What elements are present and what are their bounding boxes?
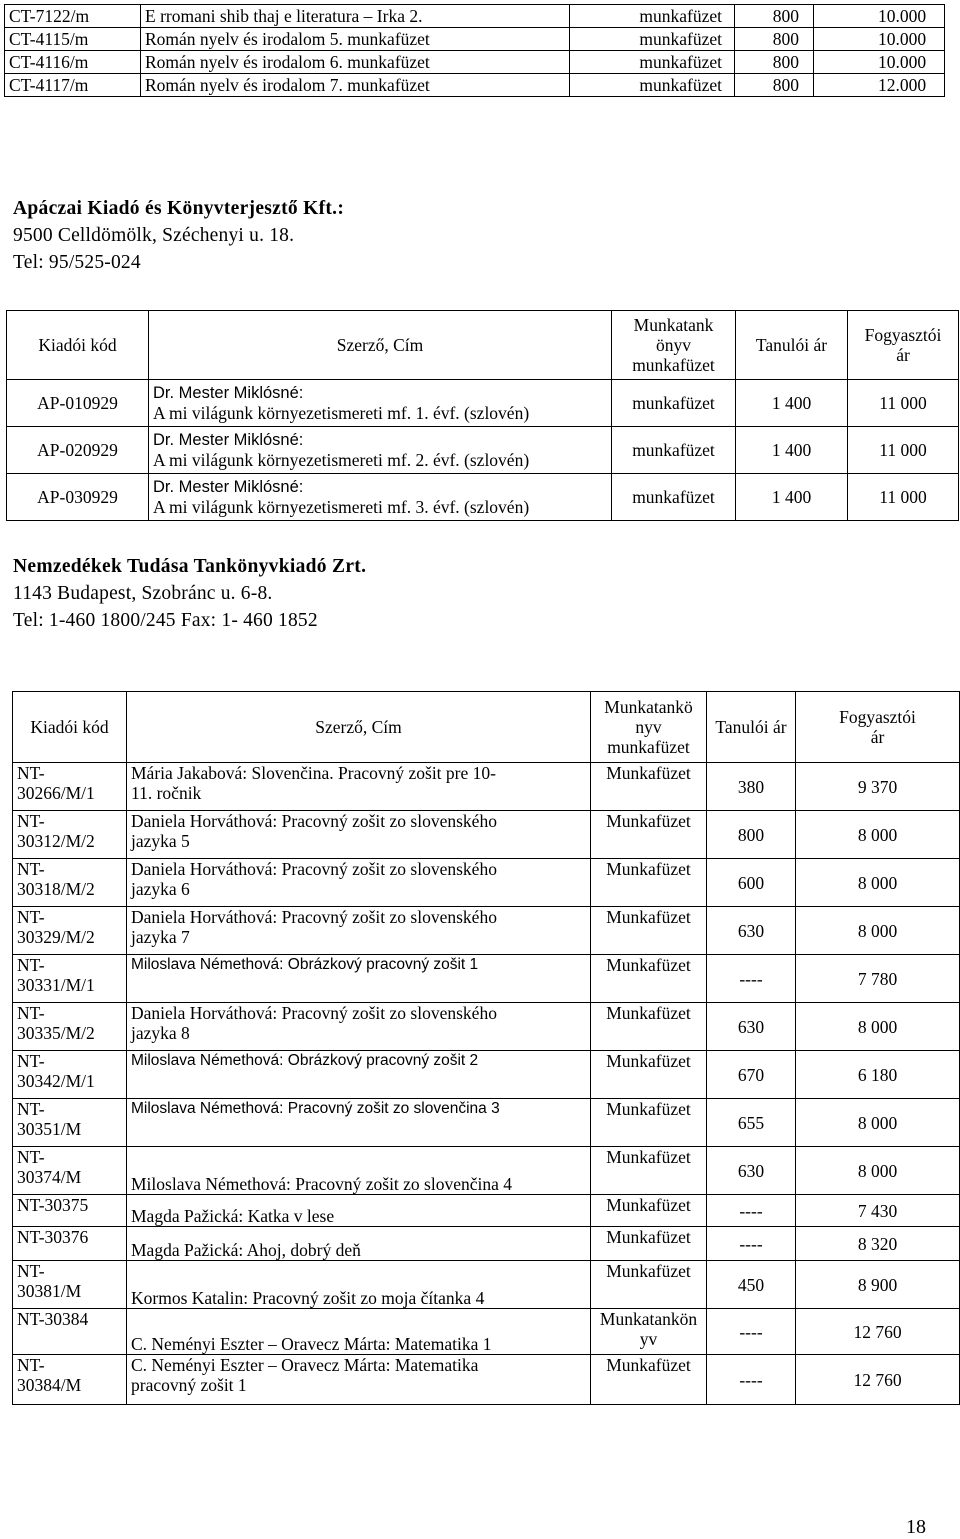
book-title: A mi világunk környezetismereti mf. 2. évf. (szlovén) bbox=[153, 450, 530, 470]
book-author-title bbox=[127, 907, 591, 955]
header-consumer-line2: ár bbox=[870, 727, 885, 747]
student-price: 1 400 bbox=[736, 474, 848, 521]
book-type bbox=[591, 907, 707, 955]
book-title-line1: Magda Pažická: Ahoj, dobrý deň bbox=[131, 1240, 361, 1260]
book-title: A mi világunk környezetismereti mf. 1. évf. (szlovén) bbox=[153, 403, 530, 423]
book-code: CT-4117/m bbox=[5, 74, 141, 97]
top-book-table bbox=[4, 4, 945, 97]
book-author-title bbox=[149, 474, 612, 521]
book-code-line2: 30329/M/2 bbox=[17, 927, 95, 947]
book-code bbox=[13, 1309, 127, 1355]
table-row bbox=[13, 1003, 960, 1051]
book-code-line1: NT- bbox=[17, 811, 45, 831]
table-row bbox=[13, 1261, 960, 1309]
consumer-price: 7 430 bbox=[796, 1195, 960, 1227]
header-type-line2: nyv bbox=[635, 717, 662, 737]
book-title-line2: jazyka 5 bbox=[131, 831, 190, 851]
book-title: Román nyelv és irodalom 5. munkafüzet bbox=[141, 28, 570, 51]
book-title-line2: jazyka 8 bbox=[131, 1023, 190, 1043]
consumer-price: 12 760 bbox=[796, 1309, 960, 1355]
book-type-line1: Munkafüzet bbox=[606, 907, 691, 927]
book-type bbox=[591, 1227, 707, 1261]
book-code bbox=[13, 1261, 127, 1309]
book-code bbox=[13, 1099, 127, 1147]
book-author-title bbox=[127, 1261, 591, 1309]
book-type-line1: Munkafüzet bbox=[606, 1147, 691, 1167]
book-code bbox=[13, 1003, 127, 1051]
book-code bbox=[13, 1355, 127, 1405]
book-code-line1: NT- bbox=[17, 1099, 45, 1119]
book-title-line2: C. Neményi Eszter – Oravecz Márta: Matematika 1 bbox=[131, 1334, 492, 1354]
book-type-line1: Munkafüzet bbox=[606, 955, 691, 975]
book-code bbox=[13, 907, 127, 955]
book-author: Dr. Mester Miklósné: bbox=[153, 384, 304, 402]
consumer-price: 8 000 bbox=[796, 907, 960, 955]
book-code-line1: NT- bbox=[17, 1261, 45, 1281]
book-title-line1: Magda Pažická: Katka v lese bbox=[131, 1206, 335, 1226]
book-code-line1: NT- bbox=[17, 1003, 45, 1023]
book-title-line1: Mária Jakabová: Slovenčina. Pracovný zošit pre 10- bbox=[131, 763, 496, 783]
table-row bbox=[13, 955, 960, 1003]
book-type: munkafüzet bbox=[612, 427, 736, 474]
book-type: munkafüzet bbox=[570, 51, 735, 74]
student-price: 800 bbox=[735, 28, 814, 51]
book-code bbox=[13, 763, 127, 811]
book-title-line2: Kormos Katalin: Pracovný zošit zo moja čítanka 4 bbox=[131, 1288, 485, 1308]
consumer-price: 8 000 bbox=[796, 1099, 960, 1147]
page-number: 18 bbox=[906, 1516, 926, 1538]
book-type bbox=[591, 1355, 707, 1405]
book-code-line2: 30351/M bbox=[17, 1119, 82, 1139]
table-row bbox=[13, 1309, 960, 1355]
top-table-body bbox=[5, 5, 945, 97]
book-code: CT-4115/m bbox=[5, 28, 141, 51]
student-price: 630 bbox=[707, 907, 796, 955]
student-price: ---- bbox=[707, 1227, 796, 1261]
header-type-line3: munkafüzet bbox=[632, 355, 715, 375]
student-price: ---- bbox=[707, 1309, 796, 1355]
book-type bbox=[591, 1261, 707, 1309]
book-author-title bbox=[127, 1099, 591, 1147]
table-row bbox=[7, 474, 959, 521]
table-row bbox=[7, 427, 959, 474]
book-code-line1: NT- bbox=[17, 1355, 45, 1375]
book-type-line1: Munkatankön bbox=[599, 1309, 698, 1329]
book-code: CT-7122/m bbox=[5, 5, 141, 28]
book-code-line2: 30335/M/2 bbox=[17, 1023, 95, 1043]
header-student-price: Tanulói ár bbox=[707, 692, 796, 763]
book-type-line1: Munkafüzet bbox=[606, 763, 691, 783]
book-author-title bbox=[127, 811, 591, 859]
table-row bbox=[5, 28, 945, 51]
consumer-price: 10.000 bbox=[814, 51, 945, 74]
ntt-table bbox=[12, 691, 960, 1405]
consumer-price: 8 320 bbox=[796, 1227, 960, 1261]
student-price: 1 400 bbox=[736, 427, 848, 474]
book-type-line1: Munkafüzet bbox=[606, 811, 691, 831]
book-type-line1: Munkafüzet bbox=[606, 1195, 691, 1215]
book-code-line1: NT- bbox=[17, 955, 45, 975]
header-consumer-line1: Fogyasztói bbox=[864, 325, 942, 345]
publisher-name: Apáczai Kiadó és Könyvterjesztő Kft.: bbox=[13, 198, 345, 219]
header-type-line3: munkafüzet bbox=[607, 737, 690, 757]
book-type: munkafüzet bbox=[570, 28, 735, 51]
book-type bbox=[591, 859, 707, 907]
header-type-line2: önyv bbox=[656, 335, 691, 355]
table-row bbox=[13, 811, 960, 859]
consumer-price: 9 370 bbox=[796, 763, 960, 811]
book-title: E rromani shib thaj e literatura – Irka 2. bbox=[141, 5, 570, 28]
consumer-price: 7 780 bbox=[796, 955, 960, 1003]
book-title-line1: C. Neményi Eszter – Oravecz Márta: Matematika bbox=[131, 1355, 479, 1375]
publisher-tel: Tel: 95/525-024 bbox=[13, 252, 141, 273]
table-row bbox=[13, 907, 960, 955]
consumer-price: 12 760 bbox=[796, 1355, 960, 1405]
book-type-line1: Munkafüzet bbox=[606, 1003, 691, 1023]
book-type bbox=[591, 1003, 707, 1051]
consumer-price: 8 000 bbox=[796, 811, 960, 859]
table-row bbox=[13, 1147, 960, 1195]
header-type bbox=[612, 311, 736, 380]
book-code-line2: 30331/M/1 bbox=[17, 975, 95, 995]
book-type bbox=[591, 955, 707, 1003]
book-author-title bbox=[127, 1227, 591, 1261]
header-consumer-price bbox=[848, 311, 959, 380]
book-author: Dr. Mester Miklósné: bbox=[153, 478, 304, 496]
book-code-line1: NT- bbox=[17, 859, 45, 879]
header-type-line1: Munkatank bbox=[633, 315, 714, 335]
book-type bbox=[591, 1195, 707, 1227]
header-type bbox=[591, 692, 707, 763]
book-type-line1: Munkafüzet bbox=[606, 1227, 691, 1247]
book-code-line2: 30318/M/2 bbox=[17, 879, 95, 899]
book-type: munkafüzet bbox=[612, 380, 736, 427]
book-title-line1: Miloslava Némethová: Obrázkový pracovný zošit 2 bbox=[131, 1052, 479, 1069]
book-code-line1: NT- bbox=[17, 1147, 45, 1167]
book-type bbox=[591, 1147, 707, 1195]
consumer-price: 6 180 bbox=[796, 1051, 960, 1099]
book-type bbox=[591, 1309, 707, 1355]
consumer-price: 11 000 bbox=[848, 380, 959, 427]
student-price: 800 bbox=[707, 811, 796, 859]
book-author-title bbox=[127, 955, 591, 1003]
book-code: AP-030929 bbox=[7, 474, 149, 521]
book-code-line1: NT- bbox=[17, 1051, 45, 1071]
book-code-line2: 30374/M bbox=[17, 1167, 82, 1187]
book-type-line1: Munkafüzet bbox=[606, 1261, 691, 1281]
table-header-row bbox=[13, 692, 960, 763]
consumer-price: 8 900 bbox=[796, 1261, 960, 1309]
book-type bbox=[591, 1051, 707, 1099]
book-title-line1: Daniela Horváthová: Pracovný zošit zo slovenského bbox=[131, 1003, 497, 1023]
book-code-line2: 30342/M/1 bbox=[17, 1071, 95, 1091]
book-type-line1: Munkafüzet bbox=[606, 859, 691, 879]
student-price: 800 bbox=[735, 5, 814, 28]
book-title-line2: jazyka 6 bbox=[131, 879, 190, 899]
consumer-price: 12.000 bbox=[814, 74, 945, 97]
table-row bbox=[5, 74, 945, 97]
book-title-line2: Miloslava Némethová: Pracovný zošit zo slovenčina 4 bbox=[131, 1174, 513, 1194]
header-consumer-line2: ár bbox=[896, 345, 910, 365]
book-type bbox=[591, 811, 707, 859]
book-author-title bbox=[127, 763, 591, 811]
table-row bbox=[13, 1227, 960, 1261]
book-type-line1: Munkafüzet bbox=[606, 1099, 691, 1119]
book-author-title bbox=[127, 1195, 591, 1227]
book-code: AP-010929 bbox=[7, 380, 149, 427]
table-row bbox=[5, 51, 945, 74]
header-consumer-price bbox=[796, 692, 960, 763]
book-title-line2: jazyka 7 bbox=[131, 927, 190, 947]
book-author: Dr. Mester Miklósné: bbox=[153, 431, 304, 449]
table-row bbox=[13, 1355, 960, 1405]
consumer-price: 8 000 bbox=[796, 1003, 960, 1051]
book-code bbox=[13, 1227, 127, 1261]
book-code bbox=[13, 811, 127, 859]
consumer-price: 11 000 bbox=[848, 427, 959, 474]
student-price: 450 bbox=[707, 1261, 796, 1309]
book-code: AP-020929 bbox=[7, 427, 149, 474]
book-title-line1: Miloslava Némethová: Obrázkový pracovný zošit 1 bbox=[131, 956, 479, 973]
book-code-line1: NT-30375 bbox=[17, 1195, 89, 1215]
consumer-price: 11 000 bbox=[848, 474, 959, 521]
student-price: 600 bbox=[707, 859, 796, 907]
book-title-line1: Miloslava Némethová: Pracovný zošit zo slovenčina 3 bbox=[131, 1100, 500, 1117]
book-code-line2: 30381/M bbox=[17, 1281, 82, 1301]
table-row bbox=[13, 1099, 960, 1147]
book-code-line1: NT- bbox=[17, 907, 45, 927]
header-code: Kiadói kód bbox=[7, 311, 149, 380]
book-code-line1: NT-30376 bbox=[17, 1227, 89, 1247]
book-title-line2: 11. ročnik bbox=[131, 783, 202, 803]
book-type: munkafüzet bbox=[612, 474, 736, 521]
book-title: Román nyelv és irodalom 6. munkafüzet bbox=[141, 51, 570, 74]
book-code-line2: 30384/M bbox=[17, 1375, 82, 1395]
book-type-line2: yv bbox=[639, 1329, 658, 1349]
book-code bbox=[13, 1051, 127, 1099]
header-code: Kiadói kód bbox=[13, 692, 127, 763]
header-type-line1: Munkatankö bbox=[604, 697, 693, 717]
book-title: Román nyelv és irodalom 7. munkafüzet bbox=[141, 74, 570, 97]
header-author-title: Szerző, Cím bbox=[127, 692, 591, 763]
book-code: CT-4116/m bbox=[5, 51, 141, 74]
publisher-address: 1143 Budapest, Szobránc u. 6-8. bbox=[13, 583, 273, 604]
publisher-name: Nemzedékek Tudása Tankönyvkiadó Zrt. bbox=[13, 556, 367, 577]
table-row bbox=[7, 380, 959, 427]
table-row bbox=[13, 1051, 960, 1099]
book-code-line2: 30312/M/2 bbox=[17, 831, 95, 851]
student-price: 655 bbox=[707, 1099, 796, 1147]
book-type-line1: Munkafüzet bbox=[606, 1355, 691, 1375]
book-code bbox=[13, 955, 127, 1003]
consumer-price: 8 000 bbox=[796, 859, 960, 907]
student-price: 800 bbox=[735, 51, 814, 74]
table-row bbox=[13, 859, 960, 907]
book-type bbox=[591, 1099, 707, 1147]
book-title: A mi világunk környezetismereti mf. 3. évf. (szlovén) bbox=[153, 497, 530, 517]
publisher-ntt bbox=[13, 553, 366, 634]
consumer-price: 10.000 bbox=[814, 28, 945, 51]
book-type-line1: Munkafüzet bbox=[606, 1051, 691, 1071]
student-price: 630 bbox=[707, 1003, 796, 1051]
table-row bbox=[5, 5, 945, 28]
table-row bbox=[13, 1195, 960, 1227]
student-price: 380 bbox=[707, 763, 796, 811]
consumer-price: 8 000 bbox=[796, 1147, 960, 1195]
table-row bbox=[13, 763, 960, 811]
apaczai-table-body bbox=[7, 380, 959, 521]
header-student-price: Tanulói ár bbox=[736, 311, 848, 380]
student-price: ---- bbox=[707, 1195, 796, 1227]
book-title-line1: Daniela Horváthová: Pracovný zošit zo slovenského bbox=[131, 811, 497, 831]
book-type: munkafüzet bbox=[570, 74, 735, 97]
student-price: 670 bbox=[707, 1051, 796, 1099]
publisher-address: 9500 Celldömölk, Széchenyi u. 18. bbox=[13, 225, 295, 246]
book-code bbox=[13, 1195, 127, 1227]
book-author-title bbox=[127, 1051, 591, 1099]
student-price: 800 bbox=[735, 74, 814, 97]
table-header-row bbox=[7, 311, 959, 380]
book-code bbox=[13, 1147, 127, 1195]
student-price: 1 400 bbox=[736, 380, 848, 427]
student-price: ---- bbox=[707, 955, 796, 1003]
book-author-title bbox=[127, 1309, 591, 1355]
book-author-title bbox=[127, 859, 591, 907]
publisher-tel: Tel: 1-460 1800/245 Fax: 1- 460 1852 bbox=[13, 610, 318, 631]
book-author-title bbox=[127, 1003, 591, 1051]
header-author-title: Szerző, Cím bbox=[149, 311, 612, 380]
book-code-line2: 30266/M/1 bbox=[17, 783, 95, 803]
header-consumer-line1: Fogyasztói bbox=[839, 707, 916, 727]
book-author-title bbox=[149, 380, 612, 427]
book-type: munkafüzet bbox=[570, 5, 735, 28]
apaczai-table bbox=[6, 310, 959, 521]
book-code-line1: NT- bbox=[17, 763, 45, 783]
book-title-line1: Daniela Horváthová: Pracovný zošit zo slovenského bbox=[131, 907, 497, 927]
consumer-price: 10.000 bbox=[814, 5, 945, 28]
book-type bbox=[591, 763, 707, 811]
book-author-title bbox=[127, 1147, 591, 1195]
book-author-title bbox=[149, 427, 612, 474]
publisher-apaczai bbox=[13, 195, 344, 276]
book-title-line1: Daniela Horváthová: Pracovný zošit zo slovenského bbox=[131, 859, 497, 879]
book-code bbox=[13, 859, 127, 907]
book-title-line2: pracovný zošit 1 bbox=[131, 1375, 247, 1395]
student-price: 630 bbox=[707, 1147, 796, 1195]
student-price: ---- bbox=[707, 1355, 796, 1405]
ntt-table-body bbox=[13, 763, 960, 1405]
book-code-line1: NT-30384 bbox=[17, 1309, 89, 1329]
book-author-title bbox=[127, 1355, 591, 1405]
